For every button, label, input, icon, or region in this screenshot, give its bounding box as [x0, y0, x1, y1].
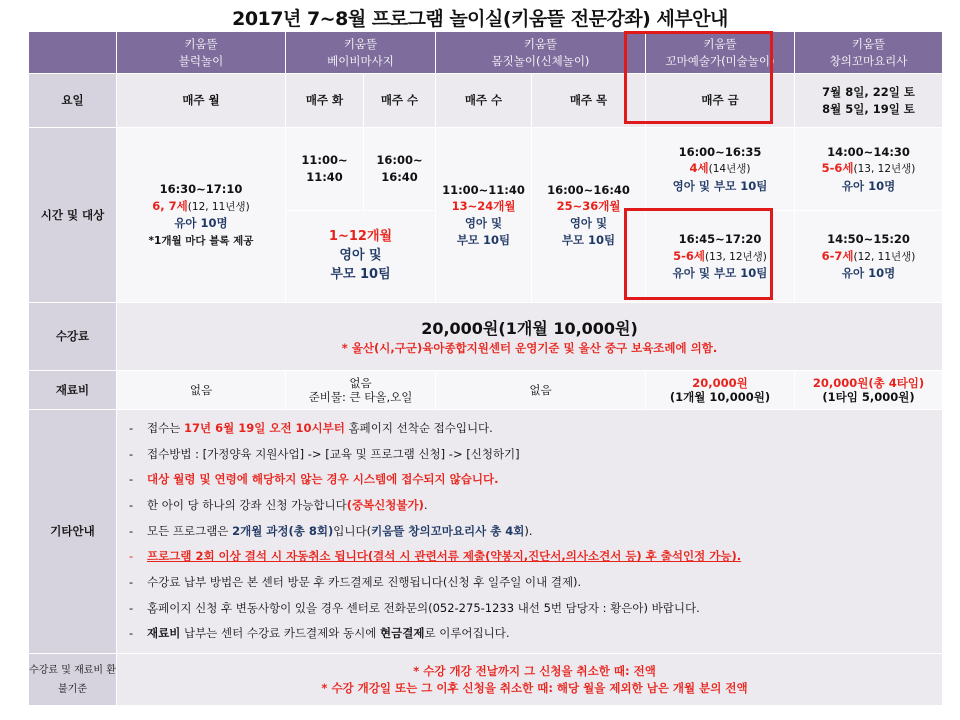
block-time: 16:30~17:10 [159, 182, 243, 197]
header-row [29, 32, 943, 74]
note-1: - 접수는 17년 6월 19일 오전 10시부터 홈페이지 선착순 접수입니다. [129, 420, 493, 435]
massage-target [286, 211, 436, 303]
header-corner [29, 32, 117, 74]
day-body-b: 매주 목 [532, 74, 646, 128]
art-s1-time: 16:00~16:35 [678, 144, 762, 159]
cook-s1-age: 5-6세 [821, 161, 854, 176]
block-age: 6, 7세 [152, 198, 188, 213]
art-s2-cap: 유아 및 부모 10팀 [672, 266, 768, 281]
body-cap-a1: 영아 및 [464, 216, 503, 230]
label-day: 요일 [29, 74, 117, 128]
body-time-a: 11:00~11:40 [442, 182, 525, 197]
header-massage: 키움뜰 베이비마사지 [286, 32, 436, 74]
art-s2-note: (13, 12년생) [705, 250, 767, 263]
refund-line-2: * 수강 개강일 또는 그 이후 신청을 취소한 때: 해당 월을 제외한 남은 개월 분의 전액 [321, 680, 748, 695]
body-time-b: 16:00~16:40 [547, 182, 630, 197]
cook-s2-time: 14:50~15:20 [827, 232, 910, 247]
note-2: - 접수방법 : [가정양육 지원사업] -> [교육 및 프로그램 신청] -> [신청하기] [129, 446, 520, 461]
block-note: *1개월 마다 블록 제공 [148, 234, 254, 247]
material-row [29, 371, 943, 410]
label-time-target: 시간 및 대상 [29, 128, 117, 303]
cook-s1-note: (13, 12년생) [853, 163, 916, 176]
day-massage-a: 매주 화 [286, 74, 364, 128]
note-6: - 프로그램 2회 이상 결석 시 자동취소 됩니다(결석 시 관련서류 제출(약봉지,진단서,의사소견서 등) 후 출석인정 가능). [129, 549, 742, 564]
art-s1-note: (14년생) [708, 163, 751, 176]
refund-line-1: * 수강 개강 전날까지 그 신청을 취소한 때: 전액 [413, 663, 656, 678]
fee-note: * 울산(시,구군)육아종합지원센터 운영기준 및 울산 중구 보육조례에 의함. [341, 340, 718, 355]
block-age-note: (12, 11년생) [187, 200, 250, 213]
refund-cell [117, 654, 943, 706]
program-table [28, 31, 943, 706]
day-art: 매주 금 [646, 74, 795, 128]
header-art: 키움뜰 꼬마예술가(미술놀이) [646, 32, 795, 74]
cook-s2-note: (12, 11년생) [853, 250, 916, 263]
art-session-2 [646, 211, 795, 303]
note-5: - 모든 프로그램은 2개월 과정(총 8회)입니다(키움뜰 창의꼬마요리사 총 4회). [129, 523, 533, 538]
block-time-cell [117, 128, 286, 303]
note-9: - 재료비 납부는 센터 수강료 카드결제와 동시에 현금결제로 이루어집니다. [129, 626, 510, 641]
fee-main: 20,000원(1개월 10,000원) [421, 318, 638, 338]
cook-session-2 [795, 211, 943, 303]
material-block: 없음 [117, 371, 286, 410]
material-cook: 20,000원(총 4타임) (1타임 5,000원) [795, 371, 943, 410]
header-block: 키움뜰 블럭놀이 [117, 32, 286, 74]
page-title: 2017년 7~8월 프로그램 놀이실(키움뜰 전문강좌) 세부안내 [232, 8, 728, 30]
note-3: - 대상 월령 및 연령에 해당하지 않는 경우 시스템에 접수되지 않습니다. [129, 472, 499, 487]
header-body: 키움뜰 몸짓놀이(신체놀이) [436, 32, 646, 74]
fee-row [29, 303, 943, 371]
cook-s1-time: 14:00~14:30 [827, 144, 910, 159]
cook-s1-cap: 유아 10명 [841, 178, 896, 193]
fee-cell [117, 303, 943, 371]
block-capacity: 유아 10명 [174, 216, 228, 230]
header-cook: 키움뜰 창의꼬마요리사 [795, 32, 943, 74]
material-massage: 없음 준비물: 큰 타올,오일 [286, 371, 436, 410]
day-body-a: 매주 수 [436, 74, 532, 128]
material-body: 없음 [436, 371, 646, 410]
body-cap-b2: 부모 10팀 [561, 232, 616, 247]
notes-cell [117, 410, 943, 654]
day-massage-b: 매주 수 [364, 74, 436, 128]
massage-cap2: 부모 10팀 [330, 266, 391, 282]
massage-cap1: 영아 및 [339, 248, 382, 264]
art-s1-age: 4세 [689, 161, 709, 176]
day-block: 매주 월 [117, 74, 286, 128]
body-age-b: 25~36개월 [556, 199, 621, 214]
body-cell-b [532, 128, 646, 303]
notes-row [29, 410, 943, 654]
massage-age: 1~12개월 [328, 229, 393, 245]
label-other: 기타안내 [29, 410, 117, 654]
refund-row [29, 654, 943, 706]
art-s2-time: 16:45~17:20 [678, 232, 762, 247]
art-session-1 [646, 128, 795, 211]
time-row-1 [29, 128, 943, 211]
massage-time-a: 11:00~ 11:40 [286, 128, 364, 211]
body-cell-a [436, 128, 532, 303]
day-cook: 7월 8일, 22일 토 8월 5일, 19일 토 [795, 74, 943, 128]
art-s2-age: 5-6세 [673, 248, 706, 263]
body-cap-a2: 부모 10팀 [456, 232, 511, 247]
massage-time-b: 16:00~ 16:40 [364, 128, 436, 211]
cook-s2-cap: 유아 10명 [841, 266, 896, 281]
body-cap-b1: 영아 및 [569, 216, 608, 230]
art-s1-cap: 영아 및 부모 10팀 [672, 178, 768, 193]
day-row [29, 74, 943, 128]
body-age-a: 13~24개월 [451, 199, 516, 214]
label-material: 재료비 [29, 371, 117, 410]
note-7: - 수강료 납부 방법은 본 센터 방문 후 카드결제로 진행됩니다(신청 후 일주일 이내 결제). [129, 575, 582, 590]
label-fee: 수강료 [29, 303, 117, 371]
material-art: 20,000원 (1개월 10,000원) [646, 371, 795, 410]
cook-session-1 [795, 128, 943, 211]
cook-s2-age: 6-7세 [821, 248, 854, 263]
label-refund: 수강료 및 재료비 환불기준 [29, 654, 117, 706]
notes-list [117, 416, 942, 647]
note-4: - 한 아이 당 하나의 강좌 신청 가능합니다(중복신청불가). [129, 497, 428, 512]
note-8: - 홈페이지 신청 후 변동사항이 있을 경우 센터로 전화문의(052-275-1233 내선 5번 담당자 : 황은아) 바랍니다. [129, 600, 700, 615]
